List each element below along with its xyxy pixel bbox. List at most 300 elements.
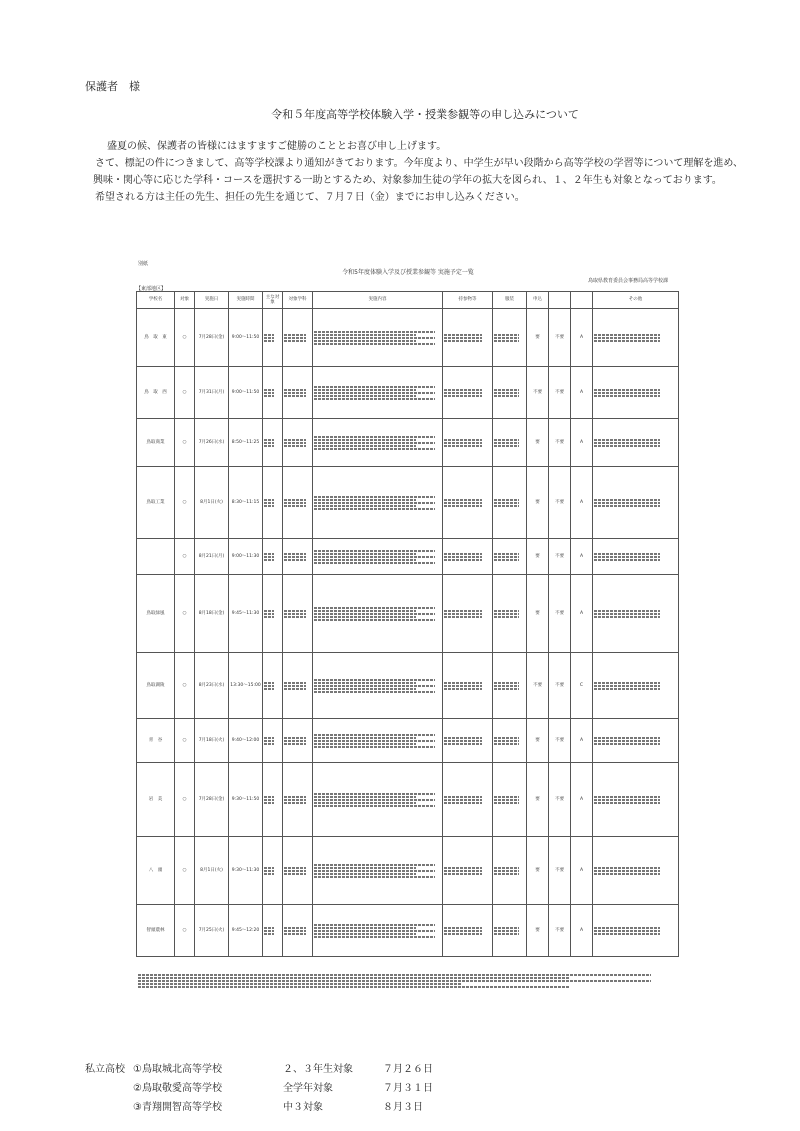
illegible-text-line — [494, 389, 519, 391]
illegible-text-line — [594, 737, 660, 739]
private-school-target: ２、３年生対象 — [283, 1064, 353, 1075]
other-cell — [593, 539, 679, 575]
target-mark-cell: ○ — [175, 309, 195, 367]
illegible-text-line — [264, 613, 274, 615]
illegible-text-line — [264, 559, 274, 561]
header-school: 学校名 — [137, 292, 175, 309]
department-cell — [283, 575, 313, 653]
illegible-text-line — [594, 870, 660, 872]
event-date-cell: 7月18日(火) — [195, 719, 229, 763]
illegible-text-line — [444, 389, 482, 391]
apply-cell: 要 — [527, 539, 549, 575]
illegible-text-line — [284, 442, 306, 444]
illegible-text-line — [444, 559, 482, 561]
department-cell — [283, 419, 313, 467]
private-label-spacer — [85, 1079, 133, 1098]
illegible-text-line — [494, 796, 519, 798]
illegible-text-line — [264, 743, 274, 745]
dress-cell — [493, 905, 527, 957]
content-cell — [313, 837, 443, 905]
illegible-text-line — [284, 682, 306, 684]
main-target-cell — [263, 575, 283, 653]
school-name-cell: 青 谷 — [137, 719, 175, 763]
illegible-text-line — [444, 737, 482, 739]
main-target-cell — [263, 419, 283, 467]
illegible-text-line — [594, 389, 660, 391]
other-cell — [593, 419, 679, 467]
school-name-cell: 鳥 取 東 — [137, 309, 175, 367]
category-cell: A — [571, 467, 593, 539]
illegible-text-line — [494, 502, 519, 504]
dress-cell — [493, 309, 527, 367]
header-dress: 服装 — [493, 292, 527, 309]
illegible-text-line — [594, 799, 660, 801]
other-cell — [593, 575, 679, 653]
other-cell — [593, 719, 679, 763]
apply-cell: 要 — [527, 575, 549, 653]
event-time-cell: 8:50～11:25 — [229, 419, 263, 467]
category-cell: A — [571, 539, 593, 575]
apply-cell: 要 — [527, 419, 549, 467]
items-cell — [443, 539, 493, 575]
header-content: 実施内容 — [313, 292, 443, 309]
department-cell — [283, 653, 313, 719]
content-cell — [313, 367, 443, 419]
illegible-text-line — [314, 442, 435, 444]
dress-cell — [493, 653, 527, 719]
other-cell — [593, 467, 679, 539]
scan-title: 令和5年度体験入学及び授業参観等 実施予定一覧 — [342, 269, 474, 276]
illegible-text-line — [594, 505, 660, 507]
illegible-text-line — [284, 334, 306, 336]
illegible-text-line — [444, 613, 482, 615]
illegible-text-line — [284, 799, 306, 801]
target-mark-cell: ○ — [175, 539, 195, 575]
header-other: その他 — [593, 292, 679, 309]
dress-cell — [493, 539, 527, 575]
letter-title: 令和５年度高等学校体験入学・授業参観等の申し込みについて — [271, 108, 579, 121]
illegible-text-line — [314, 439, 416, 441]
illegible-text-line — [314, 743, 416, 745]
illegible-text-line — [444, 740, 482, 742]
illegible-text-line — [314, 610, 416, 612]
illegible-text-line — [594, 392, 660, 394]
illegible-text-line — [314, 334, 416, 336]
illegible-text-line — [314, 389, 416, 391]
illegible-text-line — [444, 442, 482, 444]
private-school-target: 全学年対象 — [283, 1083, 333, 1094]
illegible-text-line — [494, 740, 519, 742]
department-cell — [283, 763, 313, 837]
other-cell — [593, 837, 679, 905]
note-line — [138, 983, 462, 985]
fee-cell: 不要 — [549, 763, 571, 837]
illegible-text-line — [264, 505, 274, 507]
event-date-cell: 7月26日(水) — [195, 419, 229, 467]
table-row — [137, 419, 679, 467]
target-mark-cell: ○ — [175, 653, 195, 719]
illegible-text-line — [494, 873, 519, 875]
illegible-text-line — [494, 445, 519, 447]
illegible-text-line — [444, 685, 482, 687]
fee-cell: 不要 — [549, 719, 571, 763]
table-row — [137, 653, 679, 719]
letter-body — [93, 138, 743, 206]
main-target-cell — [263, 719, 283, 763]
illegible-text-line — [284, 502, 306, 504]
illegible-text-line — [594, 685, 660, 687]
illegible-text-line — [594, 502, 660, 504]
table-row — [137, 763, 679, 837]
illegible-text-line — [284, 616, 306, 618]
illegible-text-line — [284, 740, 306, 742]
other-cell — [593, 763, 679, 837]
illegible-text-line — [284, 685, 306, 687]
illegible-text-line — [594, 873, 660, 875]
apply-cell: 要 — [527, 309, 549, 367]
illegible-text-line — [594, 933, 660, 935]
illegible-text-line — [284, 743, 306, 745]
illegible-text-line — [444, 439, 482, 441]
table-row — [137, 539, 679, 575]
illegible-text-line — [314, 930, 435, 932]
illegible-text-line — [264, 445, 274, 447]
header-blank-2 — [571, 292, 593, 309]
illegible-text-line — [284, 553, 306, 555]
illegible-text-line — [264, 873, 274, 875]
illegible-text-line — [594, 334, 660, 336]
school-name-cell — [137, 539, 175, 575]
illegible-text-line — [314, 343, 435, 345]
illegible-text-line — [444, 610, 482, 612]
event-time-cell: 9:00～11:50 — [229, 367, 263, 419]
illegible-text-line — [264, 499, 274, 501]
illegible-text-line — [264, 930, 274, 932]
paragraph-greeting: 盛夏の候、保護者の皆様にはますますご健勝のこととお喜び申し上げます。 — [107, 141, 447, 152]
illegible-text-line — [494, 737, 519, 739]
event-date-cell: 7月28日(金) — [195, 309, 229, 367]
illegible-text-line — [314, 685, 435, 687]
note-line — [138, 977, 570, 979]
fee-cell: 不要 — [549, 837, 571, 905]
private-school-date: ７月３１日 — [383, 1083, 433, 1094]
event-date-cell: 7月25日(火) — [195, 905, 229, 957]
illegible-text-line — [284, 389, 306, 391]
content-cell — [313, 575, 443, 653]
illegible-text-line — [594, 740, 660, 742]
illegible-text-line — [444, 688, 482, 690]
dress-cell — [493, 575, 527, 653]
main-target-cell — [263, 763, 283, 837]
apply-cell: 不要 — [527, 653, 549, 719]
illegible-text-line — [444, 933, 482, 935]
category-cell: A — [571, 367, 593, 419]
illegible-text-line — [264, 392, 274, 394]
items-cell — [443, 719, 493, 763]
illegible-text-line — [444, 395, 482, 397]
illegible-text-line — [284, 688, 306, 690]
event-date-cell: 7月28日(金) — [195, 763, 229, 837]
header-blank-1 — [549, 292, 571, 309]
main-target-cell — [263, 309, 283, 367]
illegible-text-line — [314, 607, 435, 609]
illegible-text-line — [444, 867, 482, 869]
items-cell — [443, 653, 493, 719]
illegible-text-line — [264, 737, 274, 739]
illegible-text-line — [444, 743, 482, 745]
illegible-text-line — [494, 559, 519, 561]
category-cell: C — [571, 653, 593, 719]
table-row — [137, 367, 679, 419]
content-cell — [313, 905, 443, 957]
illegible-text-line — [314, 927, 416, 929]
illegible-text-line — [444, 340, 482, 342]
illegible-text-line — [494, 442, 519, 444]
school-name-cell: 智頭農林 — [137, 905, 175, 957]
main-target-cell — [263, 367, 283, 419]
illegible-text-line — [314, 386, 435, 388]
illegible-text-line — [594, 340, 660, 342]
department-cell — [283, 905, 313, 957]
apply-cell: 要 — [527, 467, 549, 539]
illegible-text-line — [314, 562, 435, 564]
event-time-cell: 9:40～12:00 — [229, 719, 263, 763]
illegible-text-line — [494, 802, 519, 804]
illegible-text-line — [444, 927, 482, 929]
fee-cell: 不要 — [549, 575, 571, 653]
illegible-text-line — [594, 867, 660, 869]
illegible-text-line — [314, 392, 435, 394]
illegible-text-line — [264, 616, 274, 618]
illegible-text-line — [444, 337, 482, 339]
illegible-text-line — [444, 502, 482, 504]
event-time-cell: 8:30～11:15 — [229, 467, 263, 539]
fee-cell: 不要 — [549, 905, 571, 957]
illegible-text-line — [284, 559, 306, 561]
illegible-text-line — [444, 930, 482, 932]
event-date-cell: 8月1日(火) — [195, 467, 229, 539]
school-name-cell: 鳥取工業 — [137, 467, 175, 539]
illegible-text-line — [284, 867, 306, 869]
private-school-date: ８月３日 — [383, 1102, 423, 1113]
illegible-text-line — [494, 553, 519, 555]
department-cell — [283, 539, 313, 575]
illegible-text-line — [264, 395, 274, 397]
private-school-name: ②鳥取敬愛高等学校 — [133, 1083, 222, 1094]
private-row — [85, 1060, 463, 1079]
event-date-cell: 7月31日(月) — [195, 367, 229, 419]
illegible-text-line — [314, 613, 435, 615]
illegible-text-line — [284, 930, 306, 932]
table-header-row — [137, 292, 679, 309]
header-target: 対象 — [175, 292, 195, 309]
illegible-text-line — [314, 337, 435, 339]
category-cell: A — [571, 419, 593, 467]
private-school-name: ③青翔開智高等学校 — [133, 1102, 222, 1113]
illegible-text-line — [444, 499, 482, 501]
main-target-cell — [263, 467, 283, 539]
illegible-text-line — [444, 556, 482, 558]
school-name-cell: 鳥取商業 — [137, 419, 175, 467]
illegible-text-line — [284, 927, 306, 929]
illegible-text-line — [594, 796, 660, 798]
target-mark-cell: ○ — [175, 419, 195, 467]
table-row — [137, 575, 679, 653]
illegible-text-line — [594, 439, 660, 441]
other-cell — [593, 905, 679, 957]
target-mark-cell: ○ — [175, 467, 195, 539]
school-name-cell: 鳥取湖陵 — [137, 653, 175, 719]
illegible-text-line — [284, 499, 306, 501]
illegible-text-line — [314, 445, 416, 447]
illegible-text-line — [314, 682, 416, 684]
private-label-spacer — [85, 1098, 133, 1117]
illegible-text-line — [444, 796, 482, 798]
illegible-text-line — [314, 436, 435, 438]
private-school-target: 中３対象 — [283, 1102, 323, 1113]
other-cell — [593, 309, 679, 367]
illegible-text-line — [594, 337, 660, 339]
addressee: 保護者 様 — [85, 80, 140, 93]
illegible-text-line — [444, 802, 482, 804]
school-name-cell: 八 頭 — [137, 837, 175, 905]
illegible-text-line — [314, 936, 435, 938]
scan-region: 【東部地区】 — [136, 286, 167, 292]
illegible-text-line — [314, 873, 416, 875]
school-name-cell: 岩 美 — [137, 763, 175, 837]
illegible-text-line — [494, 499, 519, 501]
illegible-text-line — [264, 439, 274, 441]
illegible-text-line — [314, 737, 416, 739]
apply-cell: 要 — [527, 719, 549, 763]
illegible-text-line — [264, 740, 274, 742]
illegible-text-line — [284, 395, 306, 397]
illegible-text-line — [494, 930, 519, 932]
other-cell — [593, 653, 679, 719]
table-row — [137, 905, 679, 957]
content-cell — [313, 419, 443, 467]
category-cell: A — [571, 309, 593, 367]
illegible-text-line — [494, 395, 519, 397]
illegible-text-line — [494, 927, 519, 929]
content-cell — [313, 763, 443, 837]
illegible-text-line — [494, 867, 519, 869]
items-cell — [443, 309, 493, 367]
target-mark-cell: ○ — [175, 763, 195, 837]
department-cell — [283, 367, 313, 419]
illegible-text-line — [314, 556, 435, 558]
illegible-text-line — [494, 799, 519, 801]
illegible-text-line — [594, 499, 660, 501]
illegible-text-line — [264, 334, 274, 336]
illegible-text-line — [314, 448, 435, 450]
illegible-text-line — [284, 337, 306, 339]
illegible-text-line — [444, 873, 482, 875]
department-cell — [283, 467, 313, 539]
illegible-text-line — [314, 924, 435, 926]
illegible-text-line — [444, 799, 482, 801]
illegible-text-line — [284, 802, 306, 804]
illegible-text-line — [284, 613, 306, 615]
illegible-text-line — [494, 688, 519, 690]
private-school-date: ７月２６日 — [383, 1064, 433, 1075]
illegible-text-line — [444, 392, 482, 394]
illegible-text-line — [314, 679, 435, 681]
main-target-cell — [263, 905, 283, 957]
illegible-text-line — [264, 340, 274, 342]
illegible-text-line — [594, 613, 660, 615]
illegible-text-line — [264, 502, 274, 504]
note-line — [138, 974, 651, 976]
illegible-text-line — [284, 873, 306, 875]
dress-cell — [493, 763, 527, 837]
school-name-cell: 鳥取緑風 — [137, 575, 175, 653]
illegible-text-line — [264, 933, 274, 935]
illegible-text-line — [264, 685, 274, 687]
category-cell: A — [571, 763, 593, 837]
illegible-text-line — [314, 616, 416, 618]
target-mark-cell: ○ — [175, 575, 195, 653]
illegible-text-line — [264, 389, 274, 391]
paragraph-purpose: さて、標記の件につきまして、高等学校課より通知がきております。今年度より、中学生が早い段階から高等学校の学習等について理解を進め、興味・関心等に応じた学科・コースを選択する一助とするため、対象参加生徒の学年の拡大を図られ、１、２年生も対象となっております。 — [93, 158, 743, 186]
illegible-text-line — [284, 870, 306, 872]
illegible-text-line — [264, 927, 274, 929]
illegible-text-line — [594, 616, 660, 618]
items-cell — [443, 575, 493, 653]
private-label: 私立高校 — [85, 1064, 125, 1075]
main-target-cell — [263, 837, 283, 905]
illegible-text-line — [494, 392, 519, 394]
target-mark-cell: ○ — [175, 837, 195, 905]
apply-cell: 不要 — [527, 367, 549, 419]
scan-org: 鳥取県教育委員会事務局高等学校課 — [587, 278, 668, 284]
paragraph-deadline: 希望される方は主任の先生、担任の先生を通じて、７月７日（金）までにお申し込みください。 — [95, 192, 525, 203]
illegible-text-line — [444, 505, 482, 507]
illegible-text-line — [494, 870, 519, 872]
target-mark-cell: ○ — [175, 905, 195, 957]
event-date-cell: 8月21日(月) — [195, 539, 229, 575]
illegible-text-line — [314, 867, 416, 869]
content-cell — [313, 719, 443, 763]
schedule-table — [136, 291, 679, 957]
department-cell — [283, 309, 313, 367]
illegible-text-line — [494, 613, 519, 615]
illegible-text-line — [314, 398, 435, 400]
main-target-cell — [263, 539, 283, 575]
illegible-text-line — [594, 688, 660, 690]
note-line — [138, 986, 570, 988]
illegible-text-line — [264, 799, 274, 801]
illegible-text-line — [264, 682, 274, 684]
illegible-text-line — [284, 445, 306, 447]
dress-cell — [493, 719, 527, 763]
illegible-text-line — [494, 505, 519, 507]
fee-cell: 不要 — [549, 653, 571, 719]
category-cell: A — [571, 575, 593, 653]
illegible-text-line — [444, 616, 482, 618]
items-cell — [443, 419, 493, 467]
illegible-text-line — [314, 340, 416, 342]
event-date-cell: 8月18日(金) — [195, 575, 229, 653]
illegible-text-line — [314, 505, 416, 507]
illegible-text-line — [264, 556, 274, 558]
dress-cell — [493, 467, 527, 539]
illegible-text-line — [284, 933, 306, 935]
apply-cell: 要 — [527, 837, 549, 905]
illegible-text-line — [444, 870, 482, 872]
illegible-text-line — [314, 691, 435, 693]
illegible-text-line — [314, 496, 435, 498]
